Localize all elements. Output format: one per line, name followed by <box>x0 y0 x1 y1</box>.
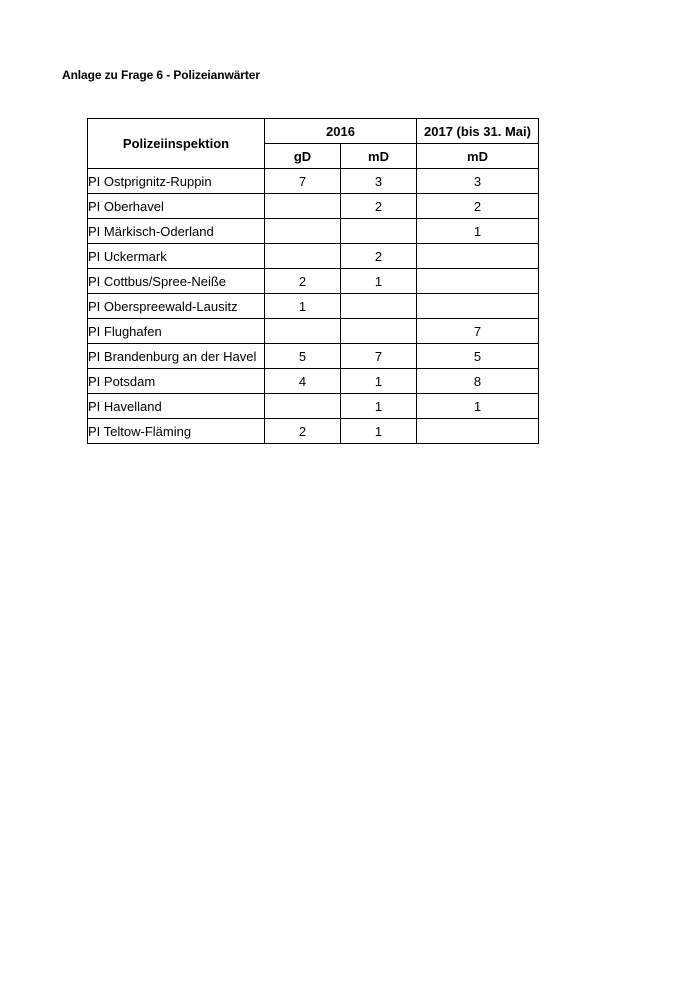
md-2016-value <box>341 319 417 344</box>
gd-2016-value: 7 <box>265 169 341 194</box>
gd-2016-value: 4 <box>265 369 341 394</box>
gd-2016-value <box>265 219 341 244</box>
md-2016-value: 7 <box>341 344 417 369</box>
md-2017-value: 5 <box>417 344 539 369</box>
table-row <box>88 419 539 444</box>
md-2016-value: 2 <box>341 194 417 219</box>
md-2016-value: 1 <box>341 369 417 394</box>
table-row <box>88 194 539 219</box>
inspection-name: PI Potsdam <box>88 369 265 394</box>
md-2016-value: 1 <box>341 419 417 444</box>
gd-2016-value: 1 <box>265 294 341 319</box>
inspection-name: PI Cottbus/Spree-Neiße <box>88 269 265 294</box>
inspection-name: PI Uckermark <box>88 244 265 269</box>
md-2017-value: 1 <box>417 394 539 419</box>
header-md-2017: mD <box>417 144 539 169</box>
table-row <box>88 269 539 294</box>
inspection-name: PI Märkisch-Oderland <box>88 219 265 244</box>
gd-2016-value <box>265 244 341 269</box>
md-2017-value <box>417 419 539 444</box>
md-2017-value: 3 <box>417 169 539 194</box>
md-2017-value: 8 <box>417 369 539 394</box>
table-row <box>88 319 539 344</box>
header-inspection: Polizeiinspektion <box>88 119 265 169</box>
md-2016-value <box>341 219 417 244</box>
police-candidates-table <box>87 118 539 444</box>
table-row <box>88 369 539 394</box>
inspection-name: PI Oberhavel <box>88 194 265 219</box>
gd-2016-value <box>265 194 341 219</box>
gd-2016-value: 2 <box>265 269 341 294</box>
inspection-name: PI Teltow-Fläming <box>88 419 265 444</box>
md-2016-value: 3 <box>341 169 417 194</box>
table-header-row <box>88 119 539 144</box>
gd-2016-value <box>265 319 341 344</box>
header-year-2017: 2017 (bis 31. Mai) <box>417 119 539 144</box>
md-2017-value: 2 <box>417 194 539 219</box>
table-row <box>88 219 539 244</box>
md-2016-value: 1 <box>341 269 417 294</box>
inspection-name: PI Havelland <box>88 394 265 419</box>
document-title: Anlage zu Frage 6 - Polizeianwärter <box>62 68 260 82</box>
md-2016-value: 2 <box>341 244 417 269</box>
gd-2016-value <box>265 394 341 419</box>
gd-2016-value: 5 <box>265 344 341 369</box>
header-year-2016: 2016 <box>265 119 417 144</box>
table-row <box>88 294 539 319</box>
table-row <box>88 344 539 369</box>
inspection-name: PI Flughafen <box>88 319 265 344</box>
table-row <box>88 169 539 194</box>
md-2017-value: 7 <box>417 319 539 344</box>
table-row <box>88 244 539 269</box>
inspection-name: PI Ostprignitz-Ruppin <box>88 169 265 194</box>
table-row <box>88 394 539 419</box>
md-2016-value <box>341 294 417 319</box>
md-2017-value <box>417 269 539 294</box>
inspection-name: PI Oberspreewald-Lausitz <box>88 294 265 319</box>
gd-2016-value: 2 <box>265 419 341 444</box>
header-md-2016: mD <box>341 144 417 169</box>
md-2017-value: 1 <box>417 219 539 244</box>
md-2016-value: 1 <box>341 394 417 419</box>
md-2017-value <box>417 294 539 319</box>
header-gd-2016: gD <box>265 144 341 169</box>
inspection-name: PI Brandenburg an der Havel <box>88 344 265 369</box>
md-2017-value <box>417 244 539 269</box>
